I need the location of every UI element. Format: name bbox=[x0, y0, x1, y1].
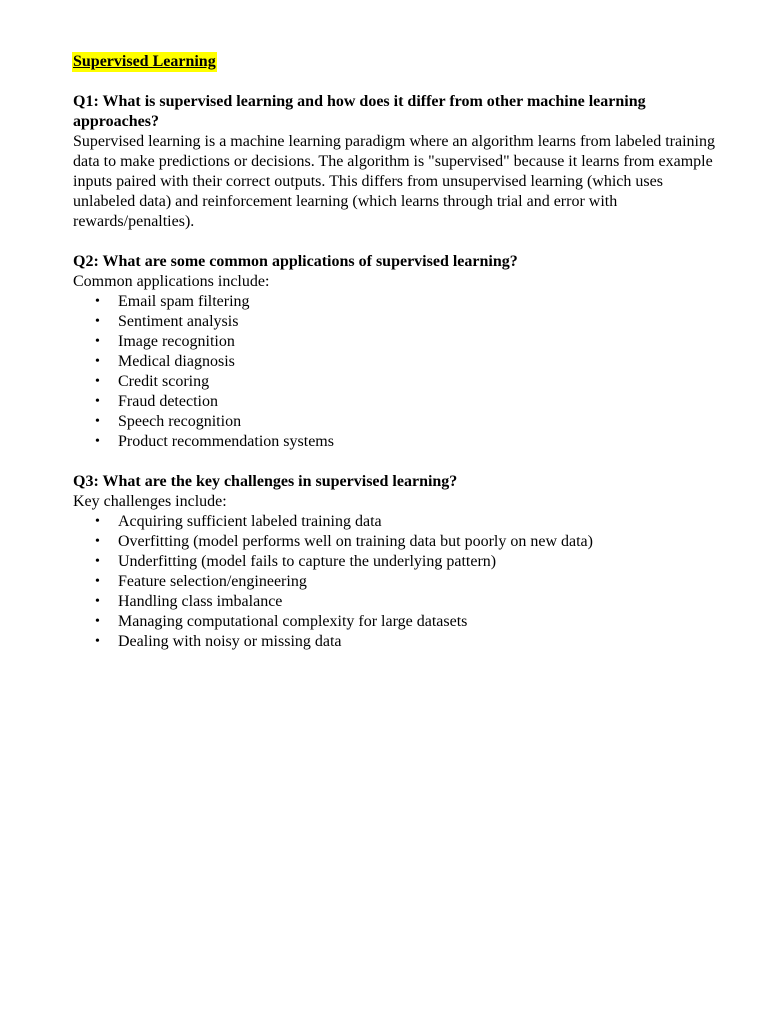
bullet-icon: • bbox=[95, 334, 100, 349]
bullet-icon: • bbox=[95, 394, 100, 409]
challenges-list bbox=[73, 512, 723, 652]
intro-q3: Key challenges include: bbox=[73, 493, 227, 510]
list-item bbox=[73, 432, 723, 452]
list-item bbox=[73, 512, 723, 532]
list-item bbox=[73, 412, 723, 432]
bullet-icon: • bbox=[95, 314, 100, 329]
bullet-icon: • bbox=[95, 434, 100, 449]
list-item-text: Product recommendation systems bbox=[118, 433, 334, 450]
list-item-text: Image recognition bbox=[118, 333, 235, 350]
list-item bbox=[73, 372, 723, 392]
question-q2: Q2: What are some common applications of supervised learning? bbox=[73, 253, 518, 270]
list-item-text: Sentiment analysis bbox=[118, 313, 239, 330]
bullet-icon: • bbox=[95, 514, 100, 529]
list-item bbox=[73, 392, 723, 412]
bullet-icon: • bbox=[95, 374, 100, 389]
list-item-text: Managing computational complexity for large datasets bbox=[118, 613, 468, 630]
list-item-text: Overfitting (model performs well on training data but poorly on new data) bbox=[118, 533, 593, 550]
section-q1 bbox=[73, 92, 723, 232]
bullet-icon: • bbox=[95, 534, 100, 549]
list-item bbox=[73, 332, 723, 352]
list-item bbox=[73, 352, 723, 372]
intro-q2: Common applications include: bbox=[73, 273, 270, 290]
list-item-text: Email spam filtering bbox=[118, 293, 250, 310]
list-item-text: Handling class imbalance bbox=[118, 593, 283, 610]
list-item bbox=[73, 612, 723, 632]
list-item-text: Credit scoring bbox=[118, 373, 210, 390]
list-item bbox=[73, 292, 723, 312]
list-item-text: Feature selection/engineering bbox=[118, 573, 307, 590]
document-title bbox=[73, 52, 723, 72]
bullet-icon: • bbox=[95, 574, 100, 589]
question-q3: Q3: What are the key challenges in supervised learning? bbox=[73, 473, 458, 490]
bullet-icon: • bbox=[95, 414, 100, 429]
bullet-icon: • bbox=[95, 594, 100, 609]
list-item-text: Underfitting (model fails to capture the underlying pattern) bbox=[118, 553, 497, 570]
question-q1: Q1: What is supervised learning and how does it differ from other machine learning approaches? bbox=[73, 93, 646, 130]
list-item-text: Acquiring sufficient labeled training data bbox=[118, 513, 382, 530]
answer-q1: Supervised learning is a machine learning paradigm where an algorithm learns from labeled training data to make predictions or decisions. The algorithm is "supervised" because it learns from example inputs paired with their correct outputs. This differs from unsupervised learning (which uses unlabeled data) and reinforcement learning (which learns through trial and error with rewards/penalties). bbox=[73, 133, 715, 230]
section-q2 bbox=[73, 252, 723, 452]
bullet-icon: • bbox=[95, 614, 100, 629]
list-item bbox=[73, 312, 723, 332]
list-item bbox=[73, 632, 723, 652]
bullet-icon: • bbox=[95, 294, 100, 309]
list-item-text: Dealing with noisy or missing data bbox=[118, 633, 342, 650]
bullet-icon: • bbox=[95, 554, 100, 569]
list-item bbox=[73, 552, 723, 572]
title-text: Supervised Learning bbox=[73, 53, 216, 70]
list-item-text: Medical diagnosis bbox=[118, 353, 235, 370]
document-page bbox=[73, 52, 723, 652]
list-item-text: Speech recognition bbox=[118, 413, 242, 430]
list-item-text: Fraud detection bbox=[118, 393, 218, 410]
section-q3 bbox=[73, 472, 723, 652]
list-item bbox=[73, 592, 723, 612]
list-item bbox=[73, 572, 723, 592]
bullet-icon: • bbox=[95, 354, 100, 369]
bullet-icon: • bbox=[95, 634, 100, 649]
list-item bbox=[73, 532, 723, 552]
applications-list bbox=[73, 292, 723, 452]
